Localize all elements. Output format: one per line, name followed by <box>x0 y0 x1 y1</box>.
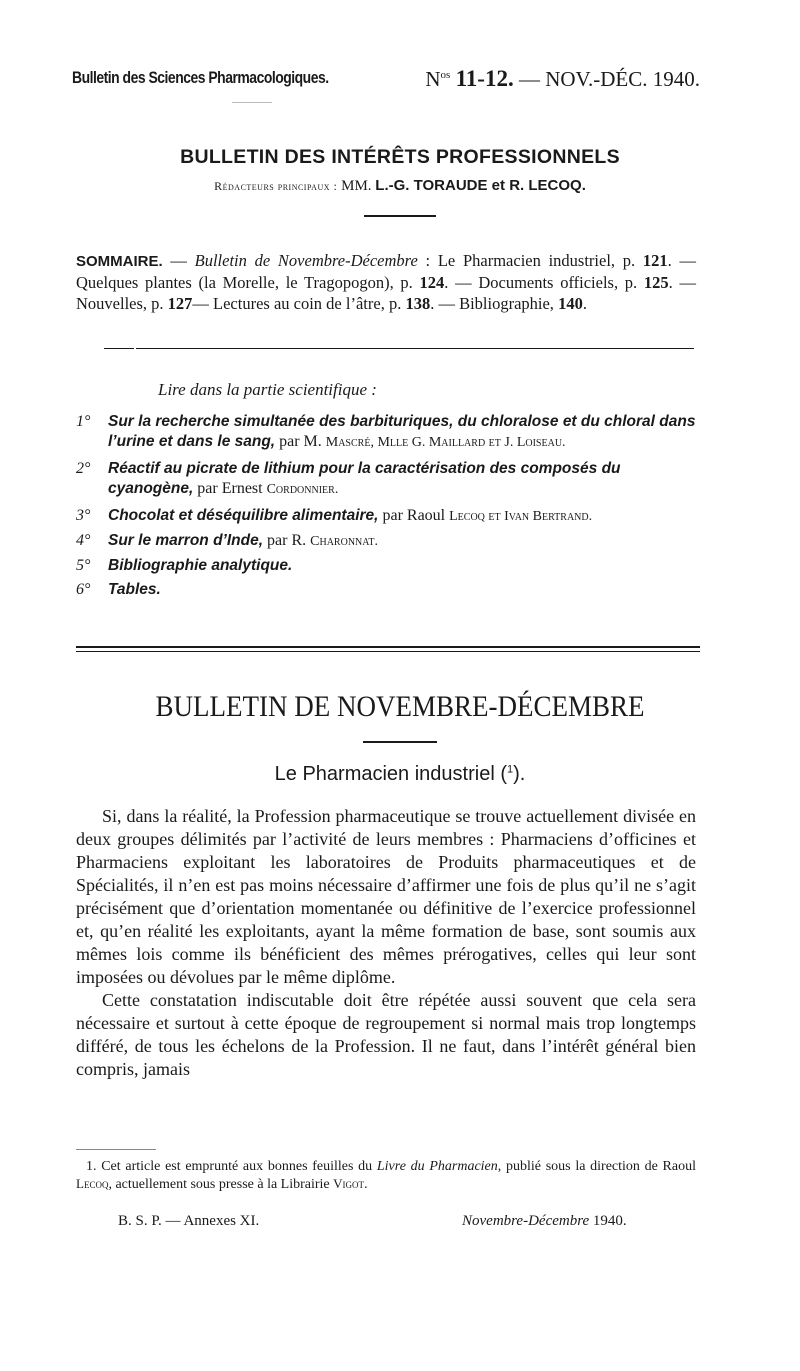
summary-text: . — Bibliographie, <box>430 294 559 313</box>
page-title: BULLETIN DE NOVEMBRE-DÉCEMBRE <box>155 690 645 723</box>
summary-rule <box>136 348 694 349</box>
title-rule <box>363 741 437 743</box>
list-item <box>76 580 700 600</box>
footer-right <box>462 1213 627 1230</box>
item-by: par M. <box>275 433 326 450</box>
double-rule-top <box>76 646 700 648</box>
science-list <box>76 412 700 600</box>
summary-text: — Lectures au coin de l’âtre, p. <box>192 294 406 313</box>
paragraph: Si, dans la réalité, la Profession pharmaceutique se trouve actuellement divisée en deux groupes délimités par l’activité de leurs membres : Pharmaciens d’officines et Pharmaciens exploitant les laboratoires de Produits pharmaceutiques et de Spécialités, il n’en est pas moins nécessaire d’affirmer une fois de plus qu’il ne s’agit précisément que d’orientation momentanée ou définitive de l’exercice professionnel et, qu’en réalité les exploitants, ayant la même formation de base, sont soumis aux mêmes lois comme ils bénéficient des mêmes prérogatives, celles qui leur sont imposées ou dévolues par le même diplôme. <box>76 806 696 987</box>
summary-text: . — Quelques plantes (la Morelle, le Tragopogon), p. <box>76 251 696 292</box>
summary-page: 138 <box>405 294 431 313</box>
footnote-text: 1. Cet article est emprunté aux bonnes feuilles du <box>86 1159 377 1174</box>
item-by: par R. <box>263 532 311 549</box>
issue-info <box>425 66 700 92</box>
item-by: par Raoul <box>378 507 450 524</box>
banner-rule <box>364 215 436 217</box>
list-item <box>76 459 700 500</box>
item-by: par Ernest <box>193 480 267 497</box>
header-rule <box>232 102 272 103</box>
footnote-rule <box>76 1149 156 1150</box>
footnote-text: , actuellement sous presse à la Librairie <box>108 1177 334 1192</box>
section-title <box>0 763 800 786</box>
summary <box>76 250 696 314</box>
item-title: Chocolat et déséquilibre alimentaire, <box>108 507 379 524</box>
item-title: Bibliographie analytique. <box>108 557 293 574</box>
item-number: 3° <box>76 507 91 524</box>
footer-left: B. S. P. — Annexes XI. <box>118 1213 260 1229</box>
running-head <box>72 68 700 98</box>
editors-mm: MM. <box>341 178 372 194</box>
footnote-text: , publié sous la direction de Raoul <box>497 1159 696 1174</box>
summary-text: — <box>162 251 195 270</box>
item-title: Réactif au picrate de lithium pour la caractérisation des composés du cyanogène, <box>108 460 621 497</box>
summary-page: 140 <box>558 294 583 313</box>
item-authors: Cordonnier. <box>266 482 339 497</box>
summary-text: . — Documents officiels, p. <box>444 273 644 292</box>
footnote-italic: Livre du Pharmacien <box>376 1159 498 1174</box>
issue-prefix-sup: os <box>440 69 451 81</box>
item-number: 4° <box>76 532 91 549</box>
footnote <box>76 1158 696 1193</box>
issue-date: NOV.-DÉC. 1940. <box>545 67 700 91</box>
footer-year: 1940. <box>589 1213 627 1229</box>
article-body <box>76 805 696 1081</box>
item-number: 2° <box>76 460 91 477</box>
summary-text: . — Nouvelles, p. <box>76 273 696 313</box>
footer-month: Novembre-Décembre <box>462 1213 590 1229</box>
double-rule-bottom <box>76 651 700 652</box>
section-title-text: Le Pharmacien industriel ( <box>274 763 507 785</box>
editors-names: L.-G. TORAUDE et R. LECOQ. <box>375 177 586 194</box>
summary-page: 125 <box>643 273 669 292</box>
item-number: 1° <box>76 413 91 430</box>
item-number: 5° <box>76 557 91 574</box>
issue-dash: — <box>518 67 540 91</box>
summary-italic: Bulletin de Novembre-Décembre <box>194 251 418 270</box>
list-item <box>76 531 700 552</box>
journal-title: Bulletin des Sciences Pharmacologiques. <box>72 68 329 87</box>
summary-rule-left <box>104 348 134 349</box>
issue-prefix: N <box>425 67 441 91</box>
item-title: Sur le marron d’Inde, <box>108 532 264 549</box>
footnote-name: Lecoq <box>76 1176 109 1191</box>
footnote-text: . <box>364 1177 368 1192</box>
summary-page: 121 <box>642 251 668 270</box>
item-authors: Charonnat. <box>310 534 378 549</box>
summary-text: : Le Pharmacien industriel, p. <box>417 251 643 270</box>
item-authors: Mascré, Mlle G. Maillard et J. Loiseau. <box>325 435 566 450</box>
summary-page: 127 <box>167 294 193 313</box>
section-title-end: ). <box>513 763 526 785</box>
item-number: 6° <box>76 581 91 598</box>
item-title: Tables. <box>108 581 161 598</box>
footnote-name: Vigot <box>333 1176 365 1191</box>
list-item <box>76 556 700 576</box>
footnote-ref: 1 <box>507 763 514 776</box>
paragraph: Cette constatation indiscutable doit être répétée aussi souvent que cela sera nécessaire et surtout à cette époque de regroupement si normal mais trop longtemps différé, de tous les échelons de la Profession. Il ne faut, dans l’intérêt général bien compris, jamais <box>76 990 696 1079</box>
summary-page: 124 <box>419 273 445 292</box>
list-item <box>76 506 700 527</box>
editors-label: Rédacteurs principaux : <box>214 179 338 193</box>
banner-title: BULLETIN DES INTÉRÊTS PROFESSIONNELS <box>180 146 620 168</box>
editors-line <box>0 177 800 195</box>
list-item <box>76 412 700 453</box>
summary-text: . <box>582 294 587 313</box>
summary-label: SOMMAIRE. <box>76 253 163 270</box>
issue-numbers: 11-12. <box>455 66 514 91</box>
science-heading: Lire dans la partie scientifique : <box>158 380 377 399</box>
item-authors: Lecoq et Ivan Bertrand. <box>449 509 593 524</box>
item-title: Sur la recherche simultanée des barbituriques, du chloralose et du chloral dans l’urine et dans le sang, <box>108 413 696 450</box>
